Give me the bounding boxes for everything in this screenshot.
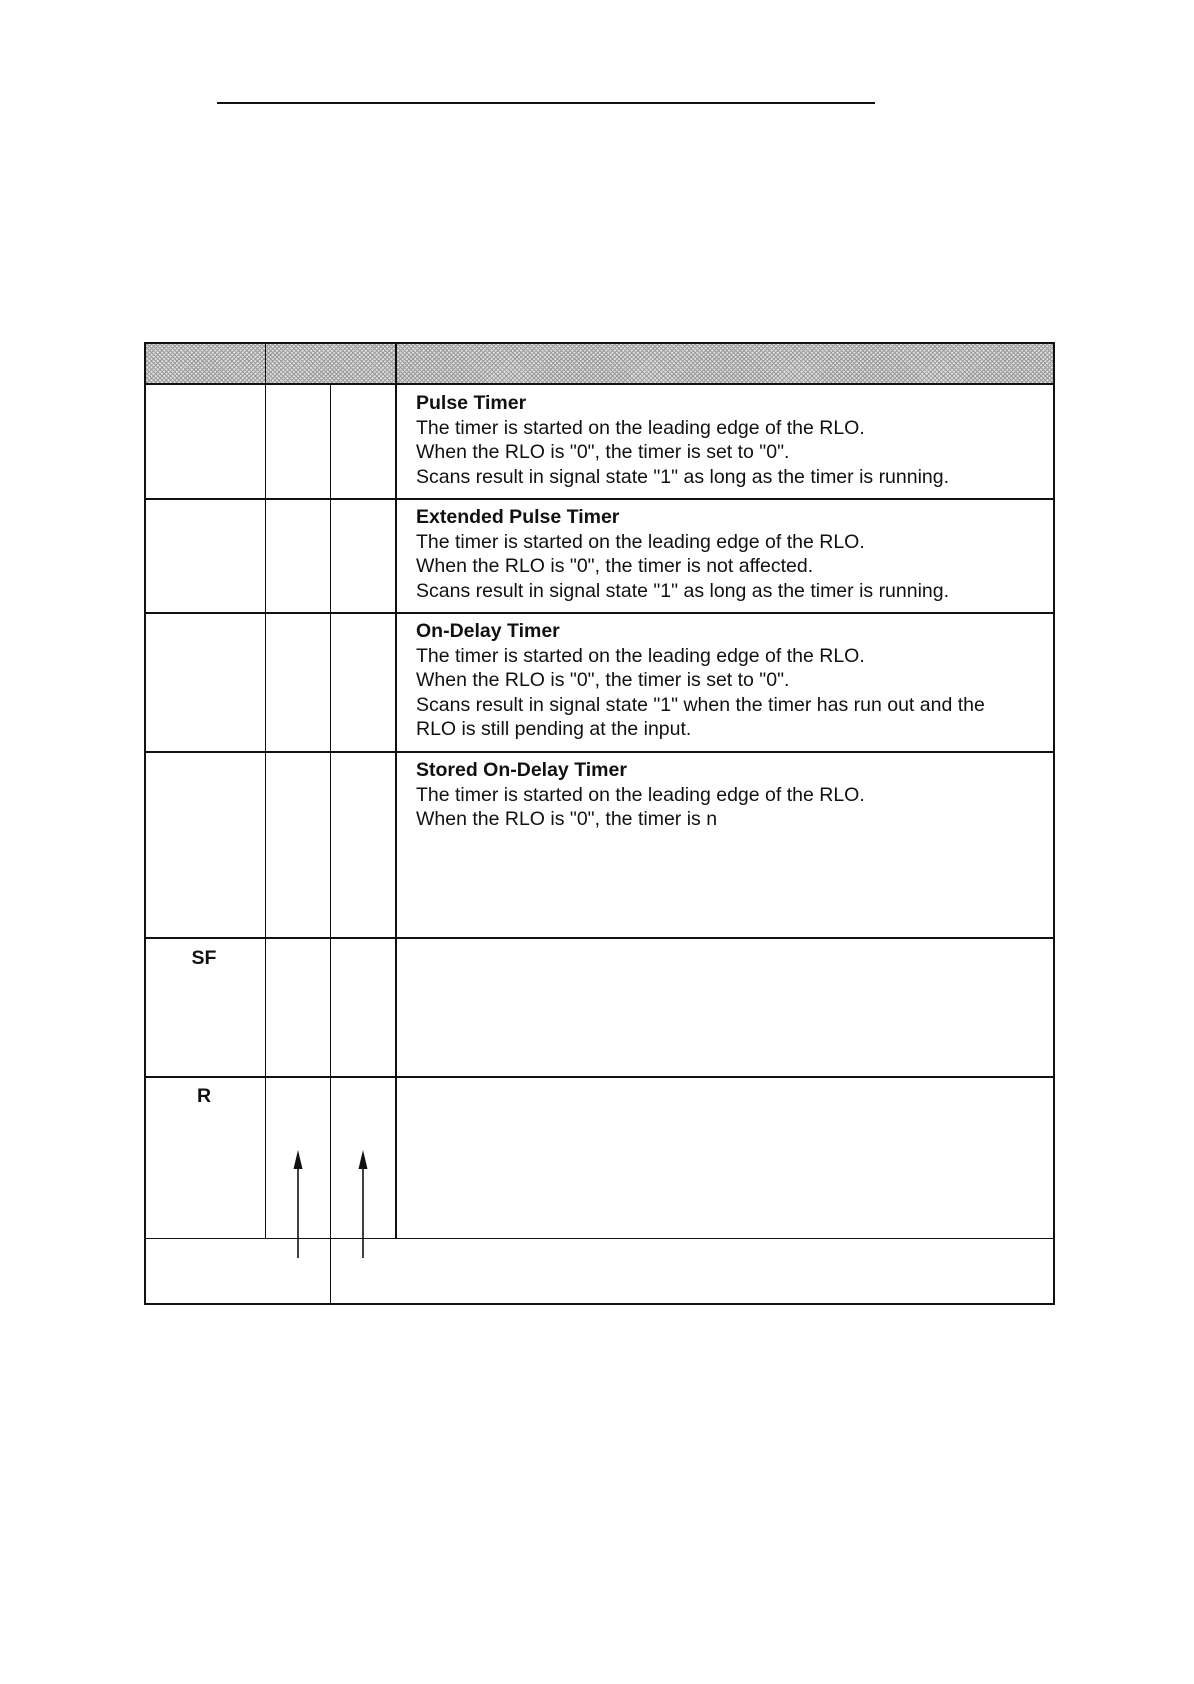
row-line: Scans result in signal state "1" as long as the timer is running. <box>416 579 950 602</box>
row-line: The timer is started on the leading edge of the RLO. <box>416 416 865 439</box>
row-line: When the RLO is "0", the timer is set to "0". <box>416 441 790 463</box>
row-line: When the RLO is "0", the timer is set to "0". <box>416 669 790 691</box>
row-line: The timer is started on the leading edge of the RLO. <box>416 644 865 667</box>
row-label-r: R <box>196 1085 212 1107</box>
row-line: When the RLO is "0", the timer is not affected. <box>416 555 814 577</box>
row-line: The timer is started on the leading edge of the RLO. <box>416 783 865 806</box>
row-line: The timer is started on the leading edge of the RLO. <box>416 530 865 553</box>
up-arrow-icon <box>359 1150 368 1258</box>
row-line: Scans result in signal state "1" when the timer has run out and the <box>416 693 985 716</box>
row-title: On-Delay Timer <box>416 620 560 642</box>
up-arrow-icon <box>294 1150 303 1258</box>
row-title: Extended Pulse Timer <box>416 506 620 528</box>
row-line: Scans result in signal state "1" as long as the timer is running. <box>416 465 950 488</box>
row-title: Pulse Timer <box>416 392 527 414</box>
row-line: RLO is still pending at the input. <box>416 718 692 740</box>
row-label-sf: SF <box>191 947 217 969</box>
row-title: Stored On-Delay Timer <box>416 759 627 781</box>
row-line: When the RLO is "0", the timer is n <box>416 808 718 830</box>
